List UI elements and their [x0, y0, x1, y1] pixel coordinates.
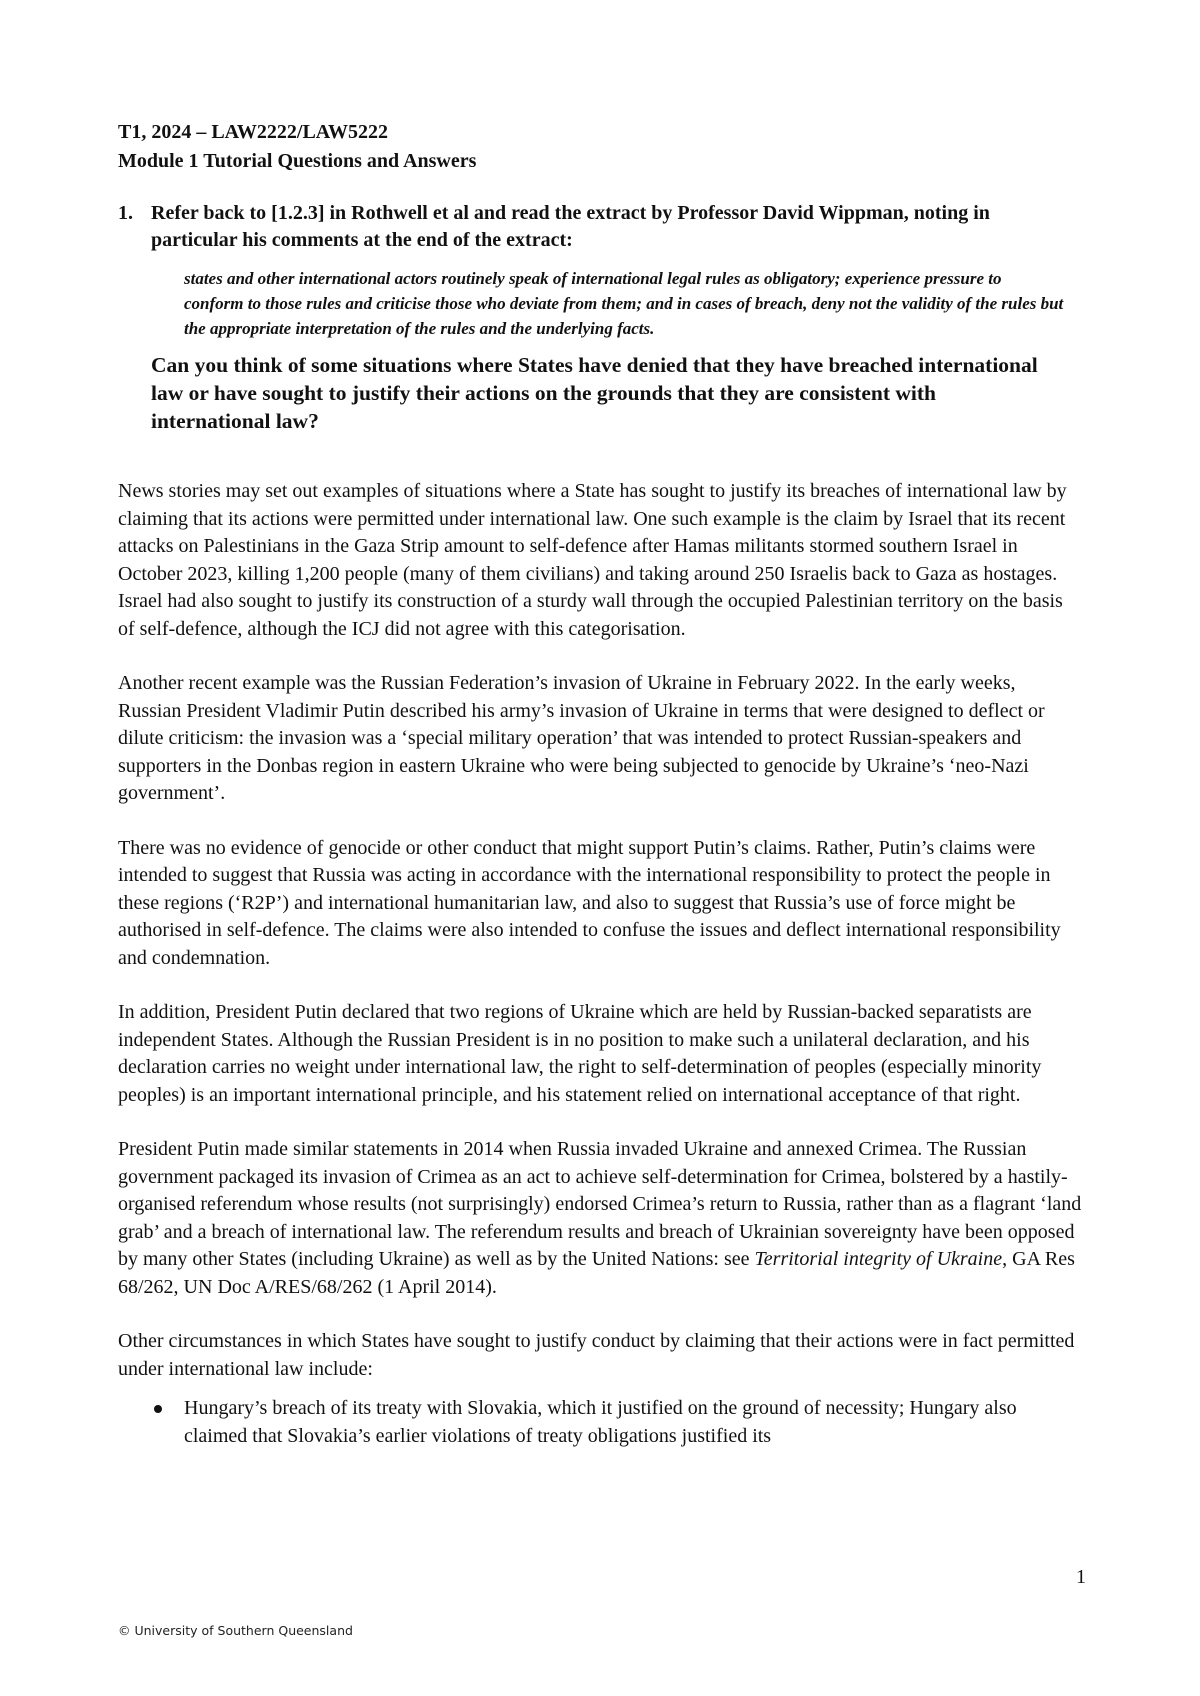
list-item-text: Hungary’s breach of its treaty with Slovakia, which it justified on the ground of necessity; Hungary also claimed that Slovakia’s earlier violations of treaty obligations justified its: [184, 1397, 1017, 1447]
sub-question: Can you think of some situations where States have denied that they have breached international law or have sought to justify their actions on the grounds that they are consistent with international law?: [151, 353, 1038, 433]
question-number: 1.: [118, 202, 133, 224]
copyright-footer: © University of Southern Queensland: [118, 1623, 353, 1638]
crimea-text-tail: , GA Res 68/262, UN Doc A/RES/68/262 (1 April 2014).: [118, 1248, 1075, 1298]
paragraph-genocide-claims: There was no evidence of genocide or other conduct that might support Putin’s claims. Rather, Putin’s claims were intended to suggest that Russia was acting in accordance with the international responsibility to protect the people in these regions (‘R2P’) and international humanitarian law, and also to suggest that Russia’s use of force might be authorised in self-defence. The claims were also intended to confuse the issues and deflect international responsibility and condemnation.: [118, 836, 1061, 969]
paragraph-israel: News stories may set out examples of situations where a State has sought to justify its breaches of international law by claiming that its actions were permitted under international law. One such example is the claim by Israel that its recent attacks on Palestinians in the Gaza Strip amount to self-defence after Hamas militants stormed southern Israel in October 2023, killing 1,200 people (many of them civilians) and taking around 250 Israelis back to Gaza as hostages. Israel had also sought to justify its construction of a sturdy wall through the occupied Palestinian territory on the basis of self-defence, although the ICJ did not agree with this categorisation.: [118, 480, 1067, 640]
paragraph-other-circumstances: Other circumstances in which States have sought to justify conduct by claiming that their actions were in fact permitted under international law include:: [118, 1330, 1075, 1380]
resolution-citation: Territorial integrity of Ukraine: [754, 1248, 1003, 1270]
paragraph-crimea: [118, 1136, 1083, 1301]
page-number: 1: [1076, 1566, 1086, 1588]
question-text: Refer back to [1.2.3] in Rothwell et al and read the extract by Professor David Wippman, noting in particular his comments at the end of the extract:: [151, 202, 990, 251]
document-header: [118, 118, 476, 176]
paragraph-russia-invasion: Another recent example was the Russian Federation’s invasion of Ukraine in February 2022. In the early weeks, Russian President Vladimir Putin described his army’s invasion of Ukraine in terms that were designed to deflect or dilute criticism: the invasion was a ‘special military operation’ that was intended to protect Russian-speakers and supporters in the Donbas region in eastern Ukraine who were being subjected to genocide by Ukraine’s ‘neo-Nazi government’.: [118, 672, 1045, 804]
examples-list: [118, 1395, 1083, 1450]
answer-body: [118, 478, 1083, 1450]
crimea-text: President Putin made similar statements in 2014 when Russia invaded Ukraine and annexed Crimea. The Russian government packaged its invasion of Crimea as an act to achieve self-determination for Crimea, bolstered by a hastily-organised referendum whose results (not surprisingly) endorsed Crimea’s return to Russia, rather than as a flagrant ‘land grab’ and a breach of international law. The referendum results and breach of Ukrainian sovereignty have been opposed by many other States (including Ukraine) as well as by the United Nations: see: [118, 1138, 1082, 1270]
list-item: [118, 1395, 1083, 1450]
course-code-heading: T1, 2024 – LAW2222/LAW5222: [118, 121, 389, 143]
question-block: [118, 200, 1078, 435]
wippman-quote: states and other international actors routinely speak of international legal rules as obligatory; experience pressure to conform to those rules and criticise those who deviate from them; and in cases of breach, deny not the validity of the rules but the appropriate interpretation of the rules and the underlying facts.: [184, 269, 1064, 338]
module-title-heading: Module 1 Tutorial Questions and Answers: [118, 150, 477, 172]
bullet-icon: [154, 1405, 162, 1413]
paragraph-separatist-regions: In addition, President Putin declared that two regions of Ukraine which are held by Russian-backed separatists are independent States. Although the Russian President is in no position to make such a unilateral declaration, and his declaration carries no weight under international law, the right to self-determination of peoples (especially minority peoples) is an important international principle, and his statement relied on international acceptance of that right.: [118, 1001, 1042, 1106]
